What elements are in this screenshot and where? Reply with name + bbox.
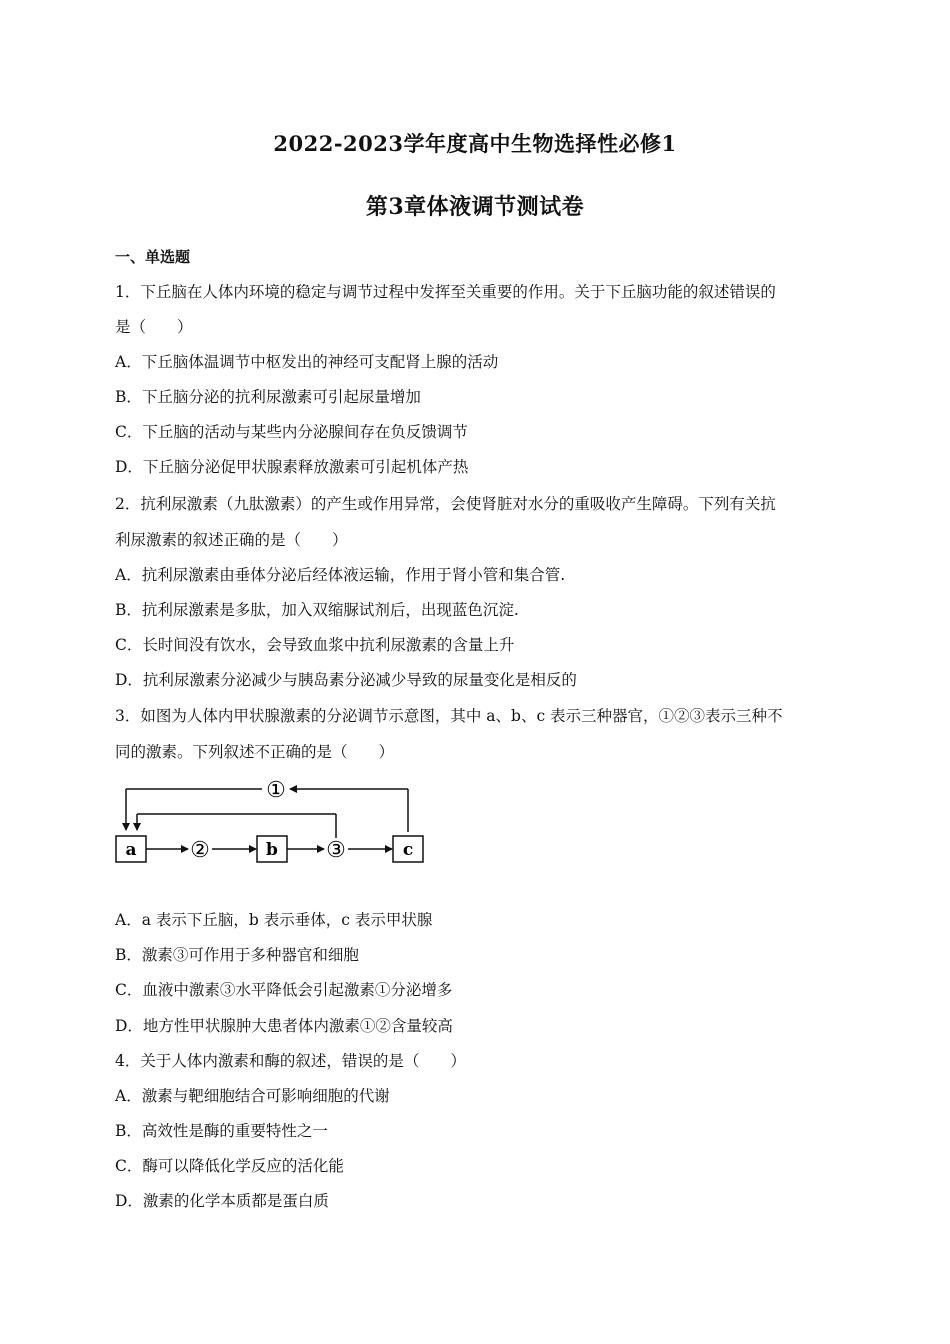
question-4-stem: 4．关于人体内激素和酶的叙述，错误的是（ ）	[115, 1052, 466, 1070]
box-a-label: a	[125, 840, 137, 860]
question-3-option-b: B．激素③可作用于多种器官和细胞	[115, 946, 359, 964]
question-1-option-c: C．下丘脑的活动与某些内分泌腺间存在负反馈调节	[115, 423, 468, 441]
document-subtitle: 第3章体液调节测试卷	[365, 194, 585, 220]
question-2-option-c: C．长时间没有饮水，会导致血浆中抗利尿激素的含量上升	[115, 636, 515, 654]
box-c-label: c	[402, 840, 414, 860]
question-1-option-a: A．下丘脑体温调节中枢发出的神经可支配肾上腺的活动	[115, 353, 499, 371]
question-4-option-a: A．激素与靶细胞结合可影响细胞的代谢	[115, 1087, 390, 1105]
question-3-option-a: A．a 表示下丘脑，b 表示垂体，c 表示甲状腺	[115, 911, 433, 929]
section-heading: 一、单选题	[115, 248, 191, 266]
question-1-option-d: D．下丘脑分泌促甲状腺素释放激素可引起机体产热	[115, 458, 469, 476]
document-title: 2022-2023学年度高中生物选择性必修1	[273, 131, 677, 156]
thyroid-regulation-diagram	[110, 772, 440, 872]
question-2-stem-cont: 利尿激素的叙述正确的是（ ）	[115, 531, 348, 549]
hormone-2-label: ②	[190, 838, 210, 863]
question-1-stem-cont: 是（ ）	[115, 318, 193, 336]
question-1-stem: 1．下丘脑在人体内环境的稳定与调节过程中发挥至关重要的作用。关于下丘脑功能的叙述错误的	[115, 283, 776, 301]
hormone-3-label: ③	[326, 838, 346, 863]
question-2-option-b: B．抗利尿激素是多肽，加入双缩脲试剂后，出现蓝色沉淀.	[115, 601, 519, 619]
question-3-option-c: C．血液中激素③水平降低会引起激素①分泌增多	[115, 981, 453, 999]
question-2-option-a: A．抗利尿激素由垂体分泌后经体液运输，作用于肾小管和集合管.	[115, 566, 566, 584]
question-4-option-b: B．高效性是酶的重要特性之一	[115, 1122, 328, 1140]
question-3-stem: 3．如图为人体内甲状腺激素的分泌调节示意图，其中 a、b、c 表示三种器官，①②③表示三种不	[115, 707, 783, 725]
question-2-stem: 2．抗利尿激素（九肽激素）的产生或作用异常，会使肾脏对水分的重吸收产生障碍。下列有关抗	[115, 495, 776, 513]
question-3-stem-cont: 同的激素。下列叙述不正确的是（ ）	[115, 743, 395, 761]
question-1-option-b: B．下丘脑分泌的抗利尿激素可引起尿量增加	[115, 388, 421, 406]
question-4-option-c: C．酶可以降低化学反应的活化能	[115, 1157, 344, 1175]
hormone-1-label: ①	[266, 778, 286, 803]
question-4-option-d: D．激素的化学本质都是蛋白质	[115, 1192, 329, 1210]
box-b-label: b	[266, 840, 278, 860]
question-2-option-d: D．抗利尿激素分泌减少与胰岛素分泌减少导致的尿量变化是相反的	[115, 671, 577, 689]
question-3-option-d: D．地方性甲状腺肿大患者体内激素①②含量较高	[115, 1017, 453, 1035]
